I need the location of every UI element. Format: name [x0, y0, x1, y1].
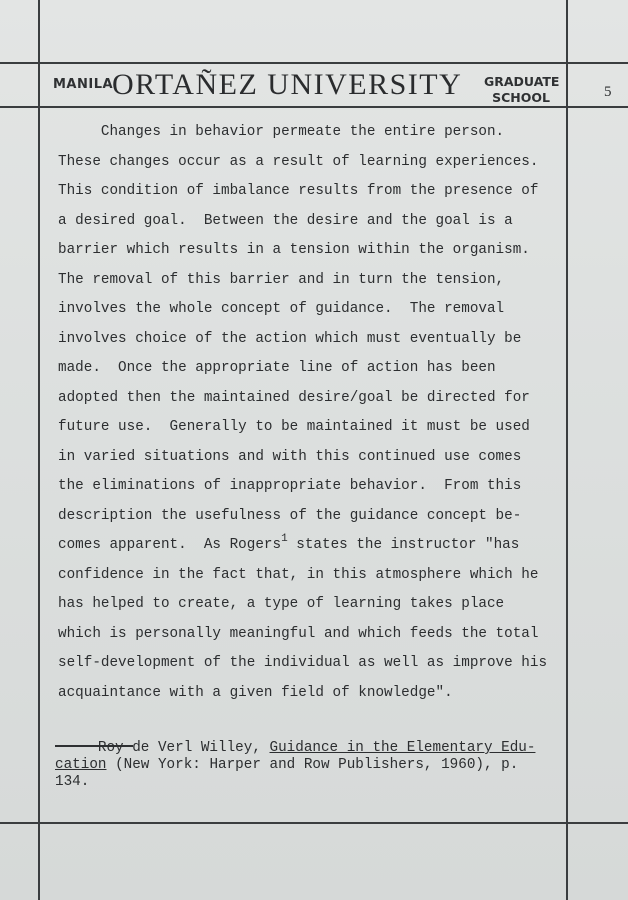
body-line: description the usefulness of the guidance concept be-: [58, 507, 522, 524]
body-line: which is personally meaningful and which feeds the total: [58, 625, 539, 642]
body-line: has helped to create, a type of learning takes place: [58, 596, 505, 612]
body-line: acquaintance with a given field of knowledge".: [58, 684, 453, 701]
left-margin-rule: [38, 0, 40, 900]
footnote-line-1: [55, 740, 565, 757]
letterhead-school-line-2: SCHOOL: [492, 90, 550, 105]
page-number: 5: [604, 84, 612, 100]
citation-text-before: comes apparent. As Rogers: [58, 537, 282, 553]
body-line: self-development of the individual as well as improve his: [58, 655, 548, 671]
letterhead-city: MANILA: [53, 77, 114, 92]
footer-rule: [0, 822, 628, 824]
body-line: a desired goal. Between the desire and the goal is a: [58, 212, 513, 229]
body-line: The removal of this barrier and in turn the tension,: [58, 271, 505, 288]
citation-text-after: states the instructor "has: [287, 537, 520, 553]
letterhead: [40, 64, 566, 106]
body-line: barrier which results in a tension within the organism.: [58, 242, 530, 258]
body-line: in varied situations and with this continued use comes: [58, 448, 522, 465]
body-line: adopted then the maintained desire/goal be directed for: [58, 389, 530, 406]
footnote-publisher: (New York: Harper and Row Publishers, 1960), p.: [106, 757, 519, 773]
body-line: Changes in behavior permeate the entire person.: [58, 124, 505, 140]
body-line: involves choice of the action which must eventually be: [58, 330, 522, 347]
letterhead-school: [484, 74, 558, 106]
right-margin-rule: [566, 0, 568, 900]
footnote-line-2: [55, 757, 565, 774]
footnote-title-part-1: Guidance in the Elementary Edu-: [269, 740, 536, 756]
footnote-line-3: 134.: [55, 774, 90, 790]
body-line: the eliminations of inappropriate behavior. From this: [58, 478, 522, 494]
body-line: made. Once the appropriate line of action has been: [58, 360, 496, 376]
footnote: [55, 740, 565, 791]
body-line: involves the whole concept of guidance. The removal: [58, 301, 505, 317]
body-line: confidence in the fact that, in this atmosphere which he: [58, 566, 539, 583]
footnote-title-part-2: cation: [55, 757, 107, 773]
body-line: These changes occur as a result of learning experiences.: [58, 153, 539, 170]
body-line: future use. Generally to be maintained it must be used: [58, 419, 530, 435]
footnote-author: Roy de Verl Willey,: [55, 740, 270, 756]
letterhead-university-name: ORTAÑEZ UNIVERSITY: [112, 68, 463, 101]
body-paragraph: [58, 118, 566, 708]
letterhead-school-line-1: GRADUATE: [484, 74, 560, 89]
header-bottom-rule: [0, 106, 628, 108]
body-line: This condition of imbalance results from the presence of: [58, 183, 539, 199]
body-line-citation: [58, 531, 566, 561]
footnote-marker: 1: [281, 533, 288, 545]
